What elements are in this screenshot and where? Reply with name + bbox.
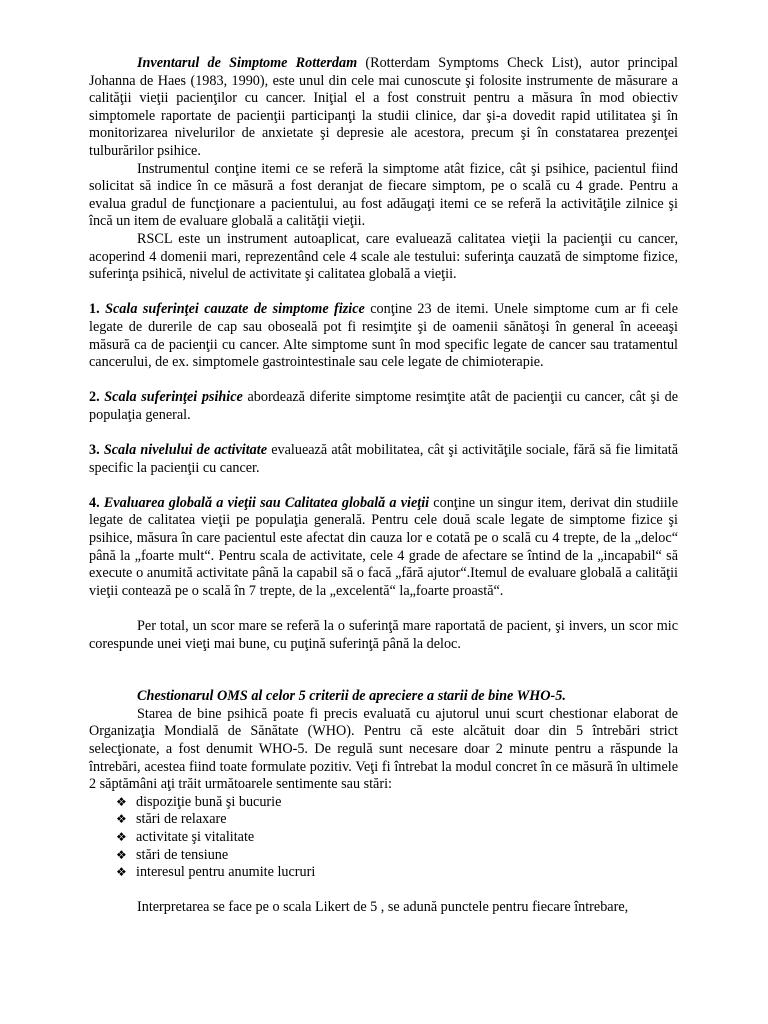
list-item <box>116 829 678 847</box>
rscl-intro-paragraph <box>89 55 678 161</box>
list-item <box>116 864 678 882</box>
scale-2-name: Scala suferinţei psihice <box>104 389 243 406</box>
scale-4-number: 4. <box>89 494 100 511</box>
list-item-text: stări de tensiune <box>136 846 229 863</box>
scale-1-paragraph <box>89 301 678 371</box>
scale-2-text: abordează diferite simptome resimţite atât de pacienţii cu cancer, cât şi de populaţia general. <box>89 389 678 423</box>
who5-title <box>89 688 678 706</box>
rscl-paragraph-3: RSCL este un instrument autoaplicat, care evaluează calitatea vieţii la pacienţii cu cancer, acoperind 4 domenii mari, reprezentând cele 4 scale ale testului: suferinţa cauzată de simptome fizice, suferinţa psihică, nivelul de activitate şi calitatea globală a vieţii. <box>89 230 678 283</box>
scale-2-paragraph <box>89 389 678 424</box>
scale-3-name: Scala nivelului de activitate <box>103 442 268 459</box>
list-item-text: stări de relaxare <box>136 811 227 828</box>
scale-1-text: conţine 23 de itemi. Unele simptome cum ar fi cele legate de durerile de cap sau oboseală pot fi resimţite şi de oamenii sănătoşi în general în aceeaşi măsură ca de pacienţii cu cancer. Alte simptome sunt în mod specific legate de cancer sau tratamentul cancerului, de ex. simptomele gastrointestinale sau cele legate de chimioterapie. <box>89 301 679 371</box>
diamond-bullet-icon: ❖ <box>116 865 127 880</box>
total-paragraph: Per total, un scor mare se referă la o suferinţă mare raportată de pacient, şi invers, un scor mic corespunde unei vieţi mai bune, cu puţină suferinţă până la deloc. <box>89 618 678 652</box>
scale-4-name: Evaluarea globală a vieţii sau Calitatea globală a vieţii <box>103 494 430 511</box>
scale-3-paragraph <box>89 442 678 477</box>
list-item <box>116 811 678 829</box>
scale-3-number: 3. <box>89 442 100 459</box>
diamond-bullet-icon: ❖ <box>116 847 127 862</box>
scale-1-name: Scala suferinţei cauzate de simptome fizice <box>105 301 365 318</box>
scale-4-text: conţine un singur item, derivat din studiile legate de calitatea vieţii pe populaţia generală. Pentru cele două scale legate de simptome fizice şi psihice, măsura în care pacientul este afectat din cauza lor e cotată pe o scală cu 4 trepte, de la „deloc“ până la „foarte mult“. Pentru scala de activitate, cele 4 grade de afectare se întind de la „incapabil“ să execute o anumită activitate până la capabil să o facă „fără ajutor“.Itemul de evaluare globală a calităţii vieţii contează pe o scală în 7 trepte, de la „excelentă“ la„foarte proastă“. <box>89 494 678 599</box>
who5-intro-paragraph: Starea de bine psihică poate fi precis evaluată cu ajutorul unui scurt chestionar elaborat de Organizaţia Mondială de Sănătate (WHO). Pentru că este alcătuit doar din 5 întrebări strict selecţionate, a fost denumit WHO-5. De regulă sunt necesare doar 2 minute pentru a răspunde la întrebări, acestea fiind toate formulate pozitiv. Veţi fi întrebat la modul concret în ce măsură în ultimele 2 săptămâni aţi trăit următoarele sentimente sau stări: <box>89 705 678 793</box>
rscl-paragraph-2: Instrumentul conţine itemi ce se referă la simptome atât fizice, cât şi psihice, pacientul fiind solicitat să indice în ce măsură a fost deranjat de fiecare simptom, pe o scală cu 4 grade. Pentru a evalua gradul de funcţionare a pacientului, au fost adăugaţi itemi ce se referă la activităţile zilnice şi încă un item de evaluare globală a calităţii vieţii. <box>89 160 678 230</box>
scale-3-text: evaluează atât mobilitatea, cât şi activităţile sociale, fără să fie limitată specific la pacienţii cu cancer. <box>89 442 679 476</box>
rscl-intro-text: (Rotterdam Symptoms Check List), autor principal Johanna de Haes (1983, 1990), este unul din cele mai cunoscute şi folosite instrumente de măsurare a calităţii vieţii pacienţilor cu cancer. Iniţial el a fost construit pentru a măsura în mod obiectiv simptomele raportate de pacienţii participanţi la studii clinice, dar şi-a dovedit rapid utilitatea şi în monitorizarea nivelurilor de anxietate şi depresie ale acestora, precum şi în constatarea prezenţei tulburărilor psihice. <box>89 55 678 159</box>
rscl-title: Inventarul de Simptome Rotterdam <box>137 55 358 71</box>
diamond-bullet-icon: ❖ <box>116 829 127 844</box>
list-item-text: activitate şi vitalitate <box>136 828 255 845</box>
diamond-bullet-icon: ❖ <box>116 812 127 827</box>
list-item-text: dispoziţie bună şi bucurie <box>136 793 282 810</box>
scale-2-number: 2. <box>89 389 100 406</box>
list-item <box>116 847 678 865</box>
scale-1-number: 1. <box>89 301 100 318</box>
list-item <box>116 794 678 812</box>
diamond-bullet-icon: ❖ <box>116 794 127 809</box>
scale-4-paragraph <box>89 495 678 601</box>
who5-title-text: Chestionarul OMS al celor 5 criterii de apreciere a starii de bine WHO-5. <box>137 688 566 705</box>
who5-items-list <box>89 794 678 882</box>
interpretation-paragraph: Interpretarea se face pe o scala Likert de 5 , se adună punctele pentru fiecare întrebare, <box>137 899 629 916</box>
list-item-text: interesul pentru anumite lucruri <box>136 864 316 881</box>
